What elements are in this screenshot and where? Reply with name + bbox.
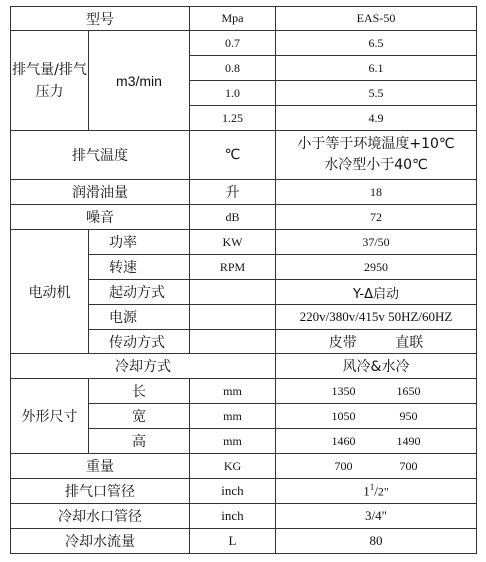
dimension-unit: mm <box>190 379 276 404</box>
dimension-label: 长 <box>89 379 190 404</box>
noise-label: 噪音 <box>11 205 190 230</box>
motor-row-unit <box>190 280 276 305</box>
header-model: EAS-50 <box>276 7 477 31</box>
exhaust-volume: 5.5 <box>276 81 477 106</box>
dimension-value-a: 1050 <box>331 408 356 423</box>
motor-row-label: 功率 <box>89 230 190 255</box>
motor-row-unit: RPM <box>190 255 276 280</box>
cooling-value: 风冷&水冷 <box>276 354 477 379</box>
temp-unit: ℃ <box>190 131 276 180</box>
dimension-value-a: 1350 <box>331 383 356 398</box>
exhaust-row <box>11 31 477 56</box>
dimension-value <box>276 404 477 429</box>
outlet-numerator: 1 <box>369 482 375 493</box>
oil-row <box>11 180 477 205</box>
water-flow-unit: L <box>190 529 276 554</box>
temp-row <box>11 131 477 180</box>
exhaust-volume: 4.9 <box>276 106 477 131</box>
exhaust-pressure: 0.8 <box>190 56 276 81</box>
dimension-label: 宽 <box>89 404 190 429</box>
cooling-label: 冷却方式 <box>11 354 276 379</box>
motor-label: 电动机 <box>11 230 89 354</box>
exhaust-volume: 6.5 <box>276 31 477 56</box>
temp-value <box>276 131 477 180</box>
weight-value <box>276 454 477 479</box>
noise-unit: dB <box>190 205 276 230</box>
oil-label: 润滑油量 <box>11 180 190 205</box>
drive-direct: 直联 <box>395 334 424 351</box>
outlet-whole: 1 <box>363 483 370 499</box>
dimension-value-a: 1460 <box>331 433 356 448</box>
water-pipe-value: 3/4" <box>276 504 477 529</box>
outlet-value: $1^1/2$" <box>276 479 477 504</box>
dimension-value-b: 950 <box>399 408 418 423</box>
oil-value: 18 <box>276 180 477 205</box>
dimension-value <box>276 379 477 404</box>
oil-unit: 升 <box>190 180 276 205</box>
motor-row-label: 起动方式 <box>89 280 190 305</box>
noise-value: 72 <box>276 205 477 230</box>
weight-value-b: 700 <box>399 458 418 473</box>
motor-row-label: 转速 <box>89 255 190 280</box>
motor-row-unit <box>190 305 276 330</box>
dimension-value <box>276 429 477 454</box>
weight-unit: KG <box>190 454 276 479</box>
temp-label: 排气温度 <box>11 131 190 180</box>
temp-value-line-2: 水冷型小于40℃ <box>324 157 428 173</box>
water-flow-row <box>11 529 477 554</box>
motor-row-label: 电源 <box>89 305 190 330</box>
dimension-value-b: 1490 <box>396 433 421 448</box>
outlet-row <box>11 479 477 504</box>
outlet-denominator: 2" <box>377 484 389 499</box>
dimension-unit: mm <box>190 404 276 429</box>
exhaust-pressure: 0.7 <box>190 31 276 56</box>
motor-row-unit: KW <box>190 230 276 255</box>
outlet-label: 排气口管径 <box>11 479 190 504</box>
motor-row-unit <box>190 330 276 354</box>
dimension-row <box>11 379 477 404</box>
outlet-unit: inch <box>190 479 276 504</box>
weight-row <box>11 454 477 479</box>
dimension-label: 高 <box>89 429 190 454</box>
dimension-unit: mm <box>190 429 276 454</box>
cooling-row <box>11 354 477 379</box>
motor-row-value: Y-Δ启动 <box>276 280 477 305</box>
motor-row <box>11 230 477 255</box>
drive-belt: 皮带 <box>328 334 357 351</box>
motor-row-value: 37/50 <box>276 230 477 255</box>
exhaust-pressure: 1.0 <box>190 81 276 106</box>
water-flow-value: 80 <box>276 529 477 554</box>
header-unit: Mpa <box>190 7 276 31</box>
exhaust-label: 排气量/排气压力 <box>11 31 89 131</box>
weight-value-a: 700 <box>334 458 353 473</box>
dimensions-label: 外形尺寸 <box>11 379 89 454</box>
header-row <box>11 7 477 31</box>
motor-row-value: 2950 <box>276 255 477 280</box>
water-pipe-label: 冷却水口管径 <box>11 504 190 529</box>
temp-value-line-1: 小于等于环境温度+10℃ <box>297 136 455 152</box>
dimension-value-b: 1650 <box>396 383 421 398</box>
exhaust-unit: m3/min <box>89 31 190 131</box>
weight-label: 重量 <box>11 454 190 479</box>
header-item: 型号 <box>11 7 190 31</box>
water-pipe-unit: inch <box>190 504 276 529</box>
water-pipe-row <box>11 504 477 529</box>
exhaust-pressure: 1.25 <box>190 106 276 131</box>
exhaust-volume: 6.1 <box>276 56 477 81</box>
motor-row-label: 传动方式 <box>89 330 190 354</box>
noise-row <box>11 205 477 230</box>
motor-row-value: 220v/380v/415v 50HZ/60HZ <box>276 305 477 330</box>
water-flow-label: 冷却水流量 <box>11 529 190 554</box>
motor-row-value <box>276 330 477 354</box>
spec-table <box>10 6 477 554</box>
